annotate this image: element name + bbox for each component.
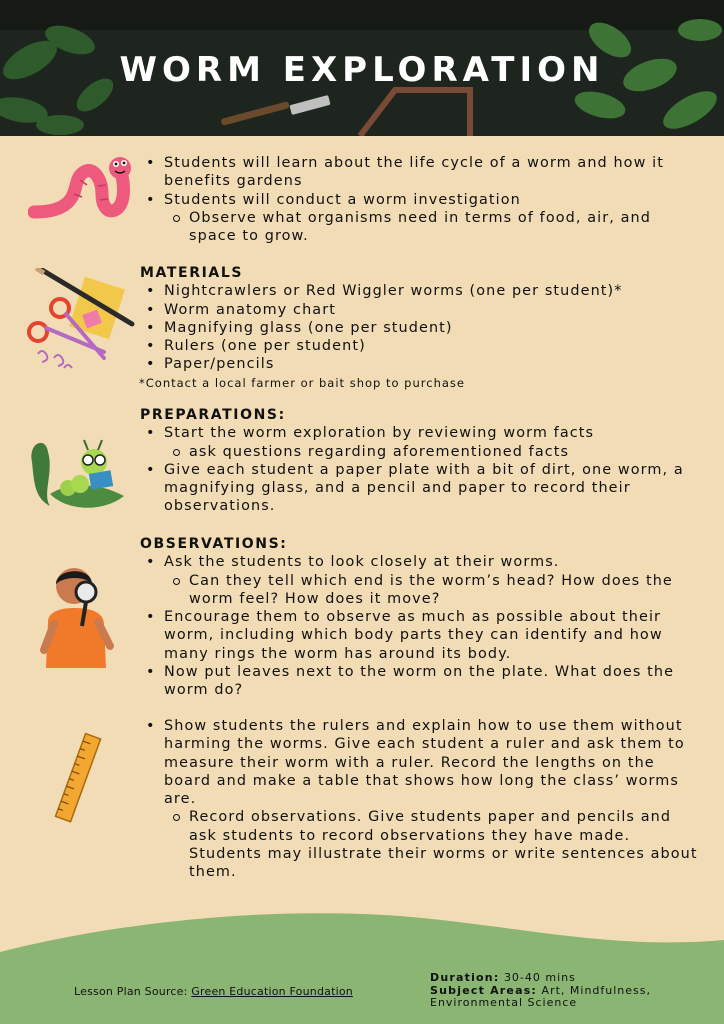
materials-note: *Contact a local farmer or bait shop to purchase (139, 375, 465, 390)
list-item: • Students will learn about the life cycle of a worm and how it benefits gardens (140, 154, 700, 191)
school-supplies-icon (24, 268, 136, 380)
preparations-section (140, 406, 700, 516)
list-item: • Show students the rulers and explain how to use them without harming the worms. Give each student a ruler and ask them to measure their worm with a ruler. Record the lengths on the board and make a table that shows how long the class’ worms are. (140, 717, 700, 808)
ruler-icon (54, 732, 104, 824)
list-item: • Give each student a paper plate with a bit of dirt, one worm, a magnifying glass, and a pencil and paper to record their observations. (140, 461, 700, 516)
observations-section (140, 535, 700, 700)
lesson-source (74, 985, 353, 998)
lesson-meta (430, 972, 700, 1010)
preparations-heading: PREPARATIONS: (140, 407, 286, 423)
sub-list-item: ask questions regarding aforementioned facts (140, 443, 700, 461)
list-item: • Rulers (one per student) (140, 337, 700, 355)
list-item: • Paper/pencils (140, 355, 700, 373)
list-item: • Now put leaves next to the worm on the plate. What does the worm do? (140, 663, 700, 700)
materials-heading: MATERIALS (140, 265, 244, 281)
sub-list-item: Can they tell which end is the worm’s head? How does the worm feel? How does it move? (140, 572, 700, 609)
materials-list (140, 282, 700, 373)
list-item: • Nightcrawlers or Red Wiggler worms (one per student)* (140, 282, 700, 300)
observations-list (140, 553, 700, 699)
preparations-list (140, 424, 700, 515)
sub-list-item: Observe what organisms need in terms of food, air, and space to grow. (140, 209, 700, 246)
observations-heading: OBSERVATIONS: (140, 536, 288, 552)
list-item: • Ask the students to look closely at their worms. (140, 553, 700, 571)
list-item: • Encourage them to observe as much as possible about their worm, including which body parts they can identify and how many rings the worm has around its body. (140, 608, 700, 663)
measuring-section (140, 717, 700, 882)
list-item: • Students will conduct a worm investigation (140, 191, 700, 209)
page-title: WORM EXPLORATION (119, 50, 605, 90)
list-item: • Start the worm exploration by reviewing worm facts (140, 424, 700, 442)
source-link[interactable]: Green Education Foundation (191, 985, 353, 998)
child-magnifier-icon (34, 562, 118, 670)
sub-list-item: Record observations. Give students paper and pencils and ask students to record observations they have made. Students may illustrate their worms or write sentences about them. (140, 808, 700, 881)
subjects-line (430, 985, 700, 1010)
objectives-section (140, 154, 700, 245)
materials-section (140, 264, 700, 392)
objectives-list (140, 154, 700, 245)
list-item: • Worm anatomy chart (140, 301, 700, 319)
caterpillar-reading-icon (28, 432, 128, 514)
subjects-label: Subject Areas: (430, 983, 538, 997)
source-label: Lesson Plan Source: (74, 985, 188, 998)
duration-label: Duration: (430, 971, 500, 984)
list-item: • Magnifying glass (one per student) (140, 319, 700, 337)
header-banner (0, 0, 724, 136)
measuring-list (140, 717, 700, 882)
duration-value: 30-40 mins (503, 971, 576, 984)
worm-icon (28, 150, 138, 230)
subjects-value: Art, Mindfulness, Environmental Science (430, 983, 651, 1009)
